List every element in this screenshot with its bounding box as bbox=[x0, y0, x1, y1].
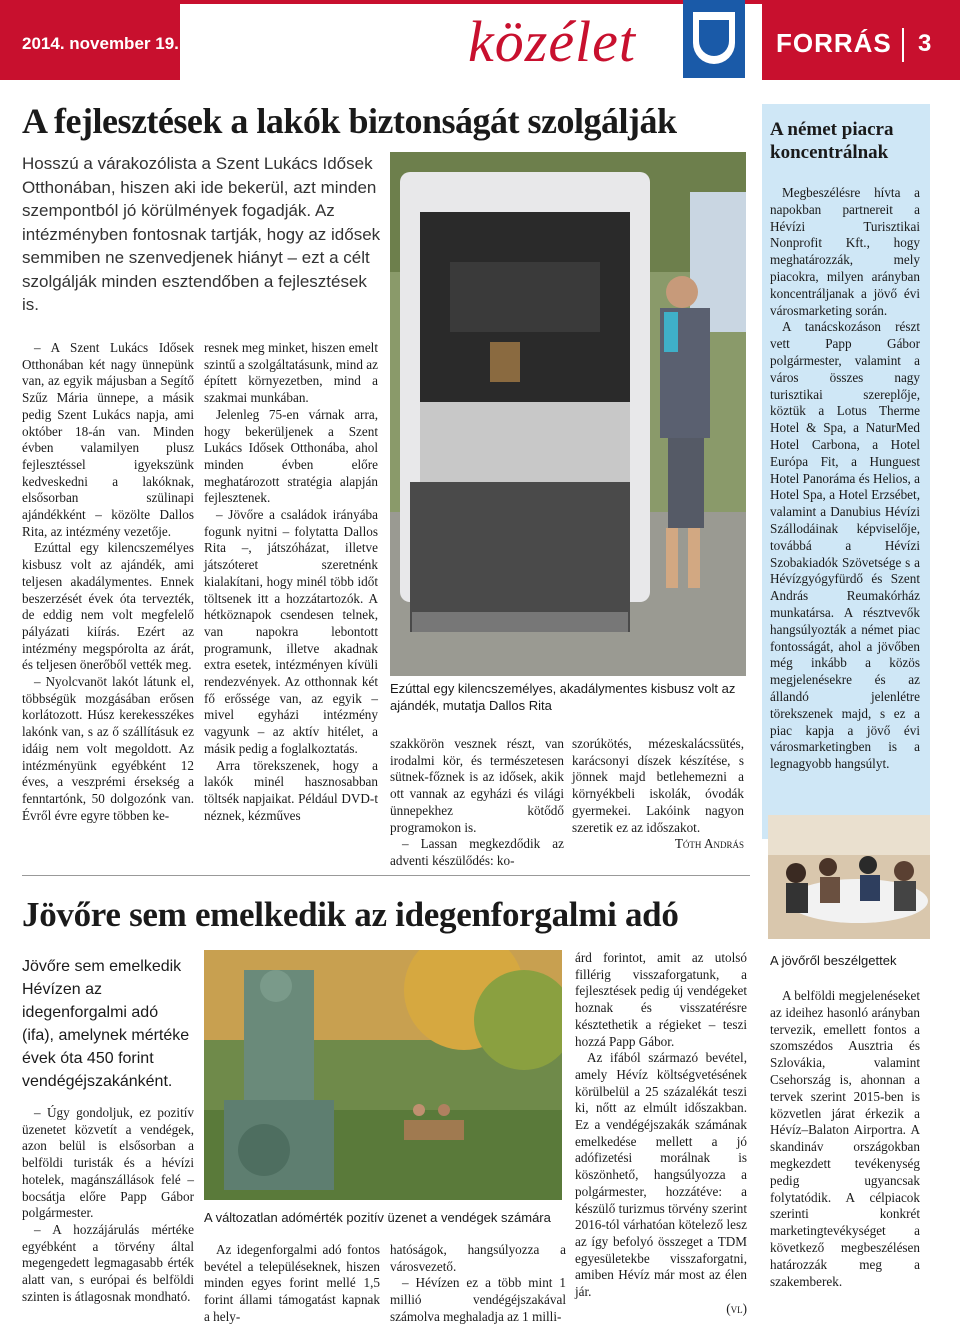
paragraph: szakkörön vesznek részt, van irodalmi kör, és természetesen sütnek-főznek is az idősek, akik ott vannak az egyházi és világi ünnepekhez kötődő programokon is. bbox=[390, 736, 564, 835]
issue-date: 2014. november 19. bbox=[0, 0, 180, 80]
paragraph: árd forintot, amit az utolsó fillérig visszaforgatunk, a fejlesztések pedig új vendégeket hoznak és visszatérésre késztethetik a régieket – teszi hozzá Papp Gábor. bbox=[575, 950, 747, 1049]
article2-lead: Jövőre sem emelkedik Hévízen az idegenforgalmi adó (ifa), amelynek mértéke évek óta 450 forint vendégéjszakánként. bbox=[22, 958, 190, 1090]
article2-column-2 bbox=[204, 1242, 380, 1326]
article1-column-3 bbox=[390, 736, 564, 870]
paragraph: resnek meg minket, hiszen emelt szintű a szolgáltatásunk, mind az épített környezetben, mind a szakmai munkában. bbox=[204, 340, 378, 406]
sidebar-body bbox=[770, 185, 920, 773]
paragraph: – Úgy gondoljuk, ez pozitív üzenetet közvetít a vendégek, azon belül is elsősorban a belföldi turisták és a hévízi hotelek, magánszállások felé – bocsátja előre Papp Gábor polgármester. bbox=[22, 1105, 194, 1221]
paragraph: A belföldi megjelenéseket az ideihez hasonló arányban tervezik, emellett fontos a szomszédos Ausztria és Szlovákia, valamint Csehország is, ahonnan a tervek szerint 2015-ben is közvetlen járat érkezik a Hévíz–Balaton Airportra. A skandináv országokban megkezdett tevékenység pedig ugyancsak folytatódik. A célpiacok szerinti konkrét marketingtevékységet a következő megbeszélésen határozzák meg a szakemberek. bbox=[770, 988, 920, 1289]
paragraph: – Jövőre a családok irányába fogunk nyitni – folytatta Dallos Rita –, játszóházat, illetve játszóteret szeretnénk kialakítani, hogy minél több időt töltsenek itt a hozzátartozók. A hétköznapok csendesen telnek, van napokra lebontott programunk, illetve akadnak extra esetek, intézményen kívüli rendezvények. Az otthonnak két fő erőssége van, az egyik – mivel egyházi intézmény vagyunk – az aktív hitélet, a másik pedig a foglalkoztatás. bbox=[204, 507, 378, 756]
paragraph: – Hévízen ez a több mint 1 millió vendégéjszakával számolva meghaladja az 1 milli- bbox=[390, 1275, 566, 1324]
paragraph: – Nyolcvanöt lakót látunk el, többségük mozgásában erősen korlátozott. Húsz kerekesszékes lakónk van, s az ő szállításuk ez idáig nem volt megoldott. Az intézményünk egyébként 12 éves, a veszprémi érsekség a fenntartónk, 50 dolgozónk van. Évről évre egyre többen ke- bbox=[22, 674, 194, 823]
paragraph: Az idegenforgalmi adó fontos bevétel a településeknek, hiszen minden egyes forint mellé 1,5 forint állami támogatást kapnak a hely- bbox=[204, 1242, 380, 1324]
paragraph: Arra törekszenek, hogy a lakók minél hasznosabban töltsék napjaikat. Például DVD-t néznek, kézműves bbox=[204, 757, 378, 823]
sidebar-body-continued bbox=[770, 988, 920, 1290]
article2-column-1 bbox=[22, 1105, 194, 1305]
city-crest-icon bbox=[683, 0, 745, 78]
paragraph: – A hozzájárulás mértéke egyébként a törvény által megengedett legmagasabb érték alatt van, s európai és belföldi szinten is átlagosnak mondható. bbox=[22, 1221, 194, 1304]
masthead bbox=[762, 0, 960, 80]
paragraph: Jelenleg 75-en várnak arra, hogy bekerüljenek a Szent Lukács Idősek Otthonába, ahol minden évben előre meghatározott stratégia alapján fejlesztenek. bbox=[204, 406, 378, 506]
meeting-photo-illustration bbox=[768, 815, 930, 939]
sidebar-title: A német piacra koncentrálnak bbox=[770, 119, 894, 163]
paragraph: szorúkötés, mézeskalácssütés, karácsonyi díszek készítése, s jönnek majd betlehemezni a környékbeli iskolák, óvodák gyermekei. Lakóink nagyon szeretik ez az időszakot. bbox=[572, 736, 744, 835]
masthead-divider bbox=[902, 28, 904, 62]
section-title: közélet bbox=[468, 9, 637, 74]
paragraph: A tanácskozáson részt vett Papp Gábor polgármester, valamint a város összes nagy turisztikai szereplője, köztük a Lotus Therme Hotel & Spa, a NaturMed Hotel Carbona, a Hotel Európa Fit, a Hunguest Hotel Panoráma és Helios, a Hotel Spa, a Hotel Erzsébet, valamint a Danubius Hévízi Szállodáinak képviselője, továbbá a Hévízi Szobakiadók Szövetsége s a Hévízgyógyfürdő és Szent András Reumakórház munkatársa. A résztvevők hangsúlyozták a német piac fontosságát, ahol a jövőben még inkább a közös megjelenésekre és az állandó jelenlétre törekszenek majd, s ez a piac kapja a jövő évi városmarketingben is a legnagyobb hangsúlyt. bbox=[770, 319, 920, 772]
paragraph: Az ifából származó bevétel, amely Hévíz költségvetésének körülbelül a 25 százalékát teszi ki, nőtt az elmúlt időszakban. Ez a vendégéjszakák számának emelkedése mellett a jó adófizetési morálnak is köszönhető, hangsúlyozza a polgármester, hozzátéve: a készülő turizmus törvény szerint 2016-tól várhatóan kötelező lesz az így befolyó összeget a TDM egyesületekbe visszaforgatni, amiben Hévíz már most az élen jár. bbox=[575, 1050, 747, 1300]
page-number: 3 bbox=[918, 30, 932, 57]
statue-photo-illustration bbox=[204, 950, 562, 1200]
article-divider bbox=[22, 875, 750, 876]
signature: (vl) bbox=[726, 1300, 747, 1316]
paragraph: Ezúttal egy kilencszemélyes kisbusz volt az ajándék, ami teljesen akadálymentes. Ennek beszerzését évek óta tervezték, de eddig nem volt megfelelő pályázati kiírás. Ezért az intézmény megspórolta az árát, és teljesen önerőből vették meg. bbox=[22, 540, 194, 673]
statue-photo bbox=[204, 950, 562, 1200]
minibus-photo-illustration bbox=[390, 152, 746, 676]
brand-name: FORRÁS bbox=[776, 28, 892, 58]
article2-column-3 bbox=[390, 1242, 566, 1326]
minibus-photo bbox=[390, 152, 746, 676]
paragraph: hatóságok, hangsúlyozza a városvezető. bbox=[390, 1242, 566, 1274]
article1-column-1 bbox=[22, 340, 194, 824]
meeting-photo bbox=[768, 815, 930, 939]
page-header bbox=[0, 0, 960, 95]
article1-headline: A fejlesztések a lakók biztonságát szolgálják bbox=[22, 101, 677, 141]
article2-column-4 bbox=[575, 950, 747, 1317]
paragraph: Megbeszélésre hívta a napokban partnereit a Hévízi Turisztikai Nonprofit Kft., hogy meghatározzák, mely piacokra, milyen arányban koncentráljanak a jövő évi városmarketing során. bbox=[770, 185, 920, 318]
byline: Tóth András bbox=[674, 836, 744, 852]
article1-column-2 bbox=[204, 340, 378, 824]
meeting-photo-caption: A jövőről beszélgettek bbox=[770, 953, 897, 968]
minibus-photo-caption: Ezúttal egy kilencszemélyes, akadálymentes kisbusz volt az ajándék, mutatja Dallos Rita bbox=[390, 681, 736, 713]
paragraph: – Lassan megkezdődik az adventi készülődés: ko- bbox=[390, 836, 564, 868]
article1-lead: Hosszú a várakozólista a Szent Lukács Idősek Otthonában, hiszen aki ide bekerül, azt minden szempontból jó körülmények fogadják. Az intézményben fontosnak tartják, hogy az idősek semmiben ne szenvedjenek hiányt – ezt a célt szolgálják minden esztendőben a fejlesztések is. bbox=[22, 154, 381, 314]
article1-column-4 bbox=[572, 736, 744, 853]
paragraph: – A Szent Lukács Idősek Otthonában két nagy ünnepünk van, az egyik májusban a Segítő Szűz Mária ünnepe, a másik pedig Szent Lukács napja, ami október 18-án van. Minden évben valamilyen plusz fejlesztéssel igyekszünk kedveskedni a lakóknak, elsősorban szülinapi ajándékként – közölte Dallos Rita, az intézmény vezetője. bbox=[22, 340, 194, 539]
statue-photo-caption: A változatlan adómérték pozitív üzenet a vendégek számára bbox=[204, 1210, 551, 1225]
article2-headline: Jövőre sem emelkedik az idegenforgalmi adó bbox=[22, 895, 679, 934]
